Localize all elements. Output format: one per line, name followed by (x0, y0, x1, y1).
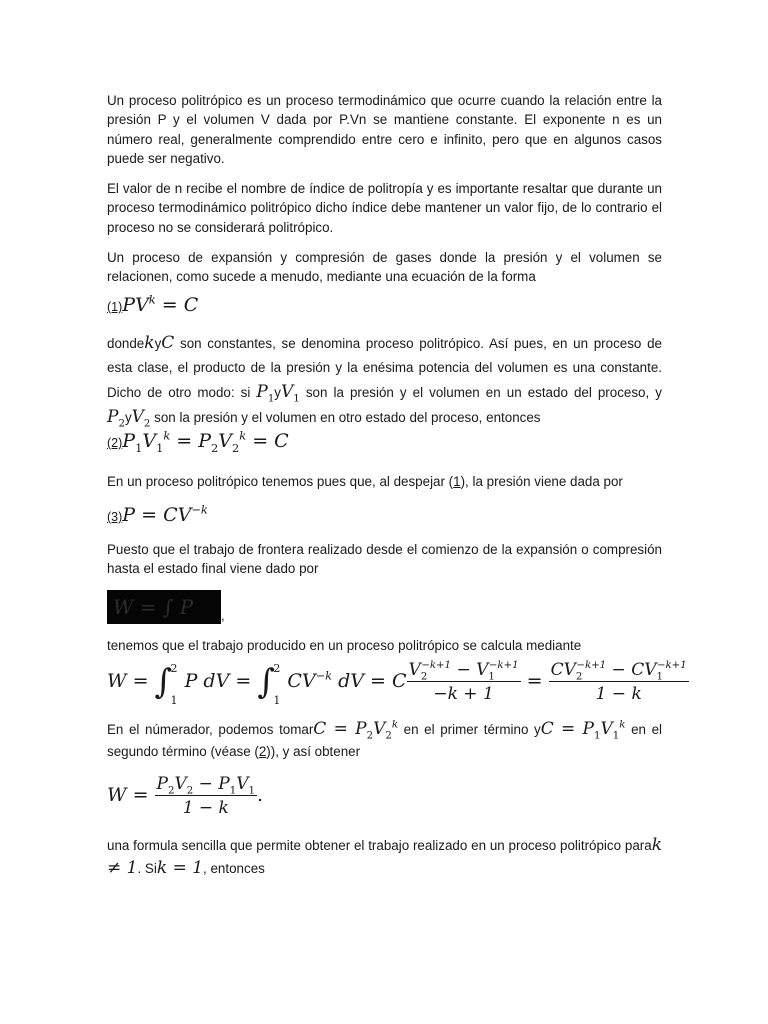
paragraph-index: El valor de n recibe el nombre de índice de politropía y es importante resaltar que durante un proceso termodinámico politrópico dicho índice debe mantener un valor fijo, de lo contrario el proceso no se considerará politrópico. (107, 181, 662, 235)
paragraph-numerator: En el númerador, podemos tomarC = $P_2V_2^k$ en el primer término yC = $P_1V_1^k$ en el segundo término (véase (2)), y así obtener (107, 719, 662, 759)
equation-number[interactable]: (3) (107, 510, 123, 524)
paragraph-constants: dondekyC son constantes, se denomina proceso politrópico. Así pues, en un proceso de esta clase, el producto de la presión y la enésima potencia del volumen es una constante. Dicho de otro modo: si $P_1yV_1$ son la presión y el volumen en un estado del proceso, y $P_2yV_2$ son la presión y el volumen en otro estado del proceso, entonces (107, 333, 662, 430)
fraction: $\frac{P_2V_2 - P_1V_1}{1 - k}$ (156, 774, 255, 818)
fraction: $\frac{V_2^{-k+1} - V_1^{-k+1}}{-k + 1}$ (408, 660, 519, 704)
blacked-out-equation-image: W = ∫ P (107, 590, 221, 624)
integral-sign: ∫ 2 1 (257, 662, 281, 707)
paragraph-boundary-work: Puesto que el trabajo de frontera realizado desde el comienzo de la expansión o compresión hasta el estado final viene dado por (107, 542, 662, 577)
paragraph-work-calc: tenemos que el trabajo producido en un proceso politrópico se calcula mediante (107, 638, 582, 653)
equation-2: $(2)P_1V_1^k = P_2V_2^k = C$ (107, 428, 289, 455)
equation-3: $(3)P = CV^{-k}$ (107, 502, 208, 526)
paragraph-expansion: Un proceso de expansión y compresión de gases donde la presión y el volumen se relacionen, como sucede a menudo, mediante una ecuación de la forma (107, 250, 662, 285)
equation-number[interactable]: (1) (107, 300, 123, 314)
equation-work-result: W = $\frac{P_2V_2 - P_1V_1}{1 - k}$ . (107, 774, 264, 818)
paragraph-formula: una formula sencilla que permite obtener el trabajo realizado en un proceso politrópico parak ≠ 1. Sik = 1, entonces (107, 835, 662, 878)
paragraph-pressure: En un proceso politrópico tenemos pues que, al despejar (1), la presión viene dada por (107, 474, 623, 489)
integral-sign: ∫ 2 1 (154, 662, 178, 707)
fraction: $\frac{CV_2^{-k+1} - CV_1^{-k+1}}{1 - k}$ (550, 660, 687, 704)
reference-link-1[interactable]: 1 (453, 474, 461, 489)
equation-number[interactable]: (2) (107, 436, 123, 450)
paragraph-intro: Un proceso politrópico es un proceso termodinámico que ocurre cuando la relación entre la presión P y el volumen V dada por P.Vn se mantiene constante. El exponente n es un número real, generalmente comprendido entre cero e infinito, pero que en algunos casos puede ser negativo. (107, 93, 662, 166)
equation-work-integral: W = ∫ 2 1 P dV = ∫ 2 1 $CV^{-k}$ dV = C $\frac{V_2^{-k+1} - V_1^{-k+1}}{-k + 1}$ = $\frac{CV_2^{-k+1} - CV_1^{-k+1}}{1 - k}$ (107, 660, 687, 707)
reference-link-2[interactable]: 2 (258, 744, 267, 759)
equation-1: $(1)PV^k = C$ (107, 292, 199, 316)
